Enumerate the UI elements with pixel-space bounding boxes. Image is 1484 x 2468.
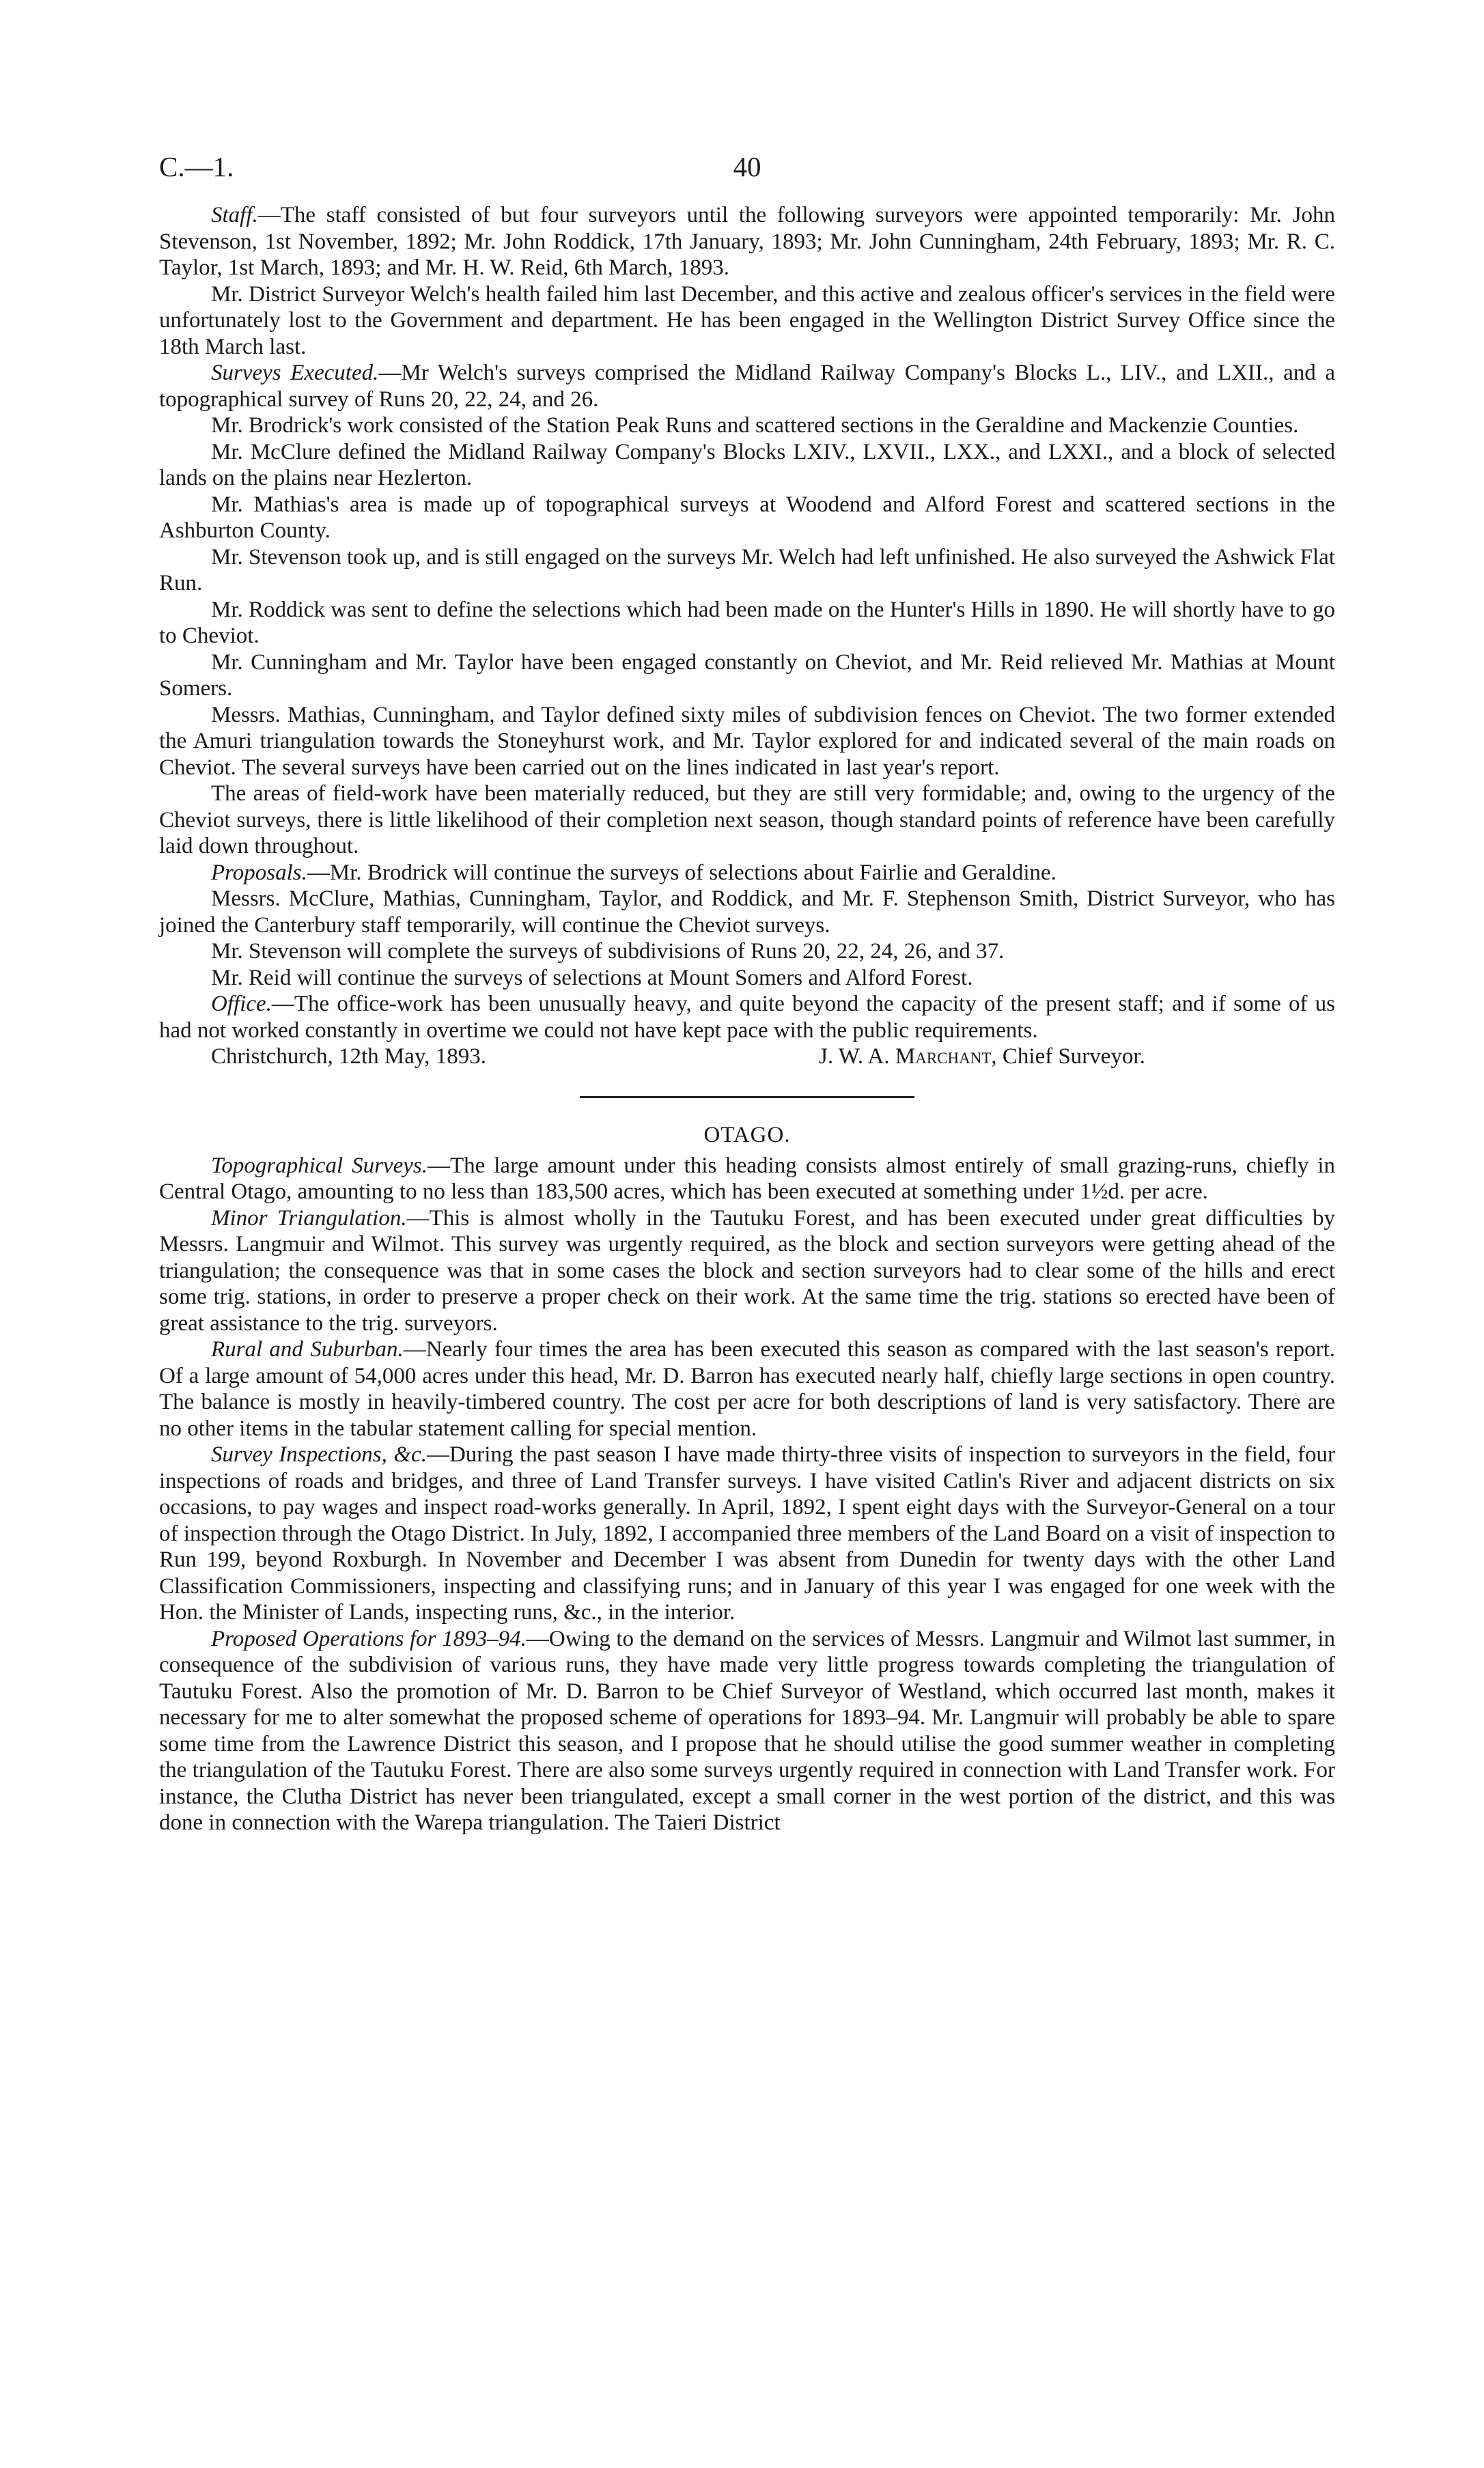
paragraph-lead: Office. — [211, 992, 272, 1016]
paragraph-text: —The large amount under this heading consists almost entirely of small grazing-runs, chiefly in Central Otago, amounting to no less than 183,500 acres, which has been executed at something under 1½d. per acre. — [159, 1153, 1336, 1204]
document-page — [159, 0, 1335, 2468]
paragraph — [159, 1626, 1335, 1836]
paragraph-lead: Rural and Suburban. — [211, 1337, 404, 1362]
page-number: 40 — [733, 151, 761, 182]
paragraph — [159, 649, 1335, 702]
place-date: Christchurch, 12th May, 1893. — [211, 1044, 486, 1069]
paragraph-lead: Staff. — [211, 203, 258, 227]
paragraph-text: Mr. District Surveyor Welch's health failed him last December, and this active and zealous officer's services in the field were unfortunately lost to the Government and department. He has been engaged in the Wellington District Survey Office since the 18th March last. — [159, 281, 1335, 359]
paragraph-text: —Mr. Brodrick will continue the surveys of selections about Fairlie and Geraldine. — [307, 860, 1056, 885]
paragraph — [159, 412, 1335, 439]
signature-initials: J. W. A. — [819, 1044, 890, 1069]
paragraph-text: Mr. McClure defined the Midland Railway Company's Blocks LXIV., LXVII., LXX., and LXXI., and a block of selected lands on the plains near Hezlerton. — [159, 439, 1335, 490]
paragraph — [159, 991, 1335, 1043]
paragraph-text: Mr. Cunningham and Mr. Taylor have been engaged constantly on Cheviot, and Mr. Reid relieved Mr. Mathias at Mount Somers. — [159, 649, 1335, 701]
paragraph-text: —The office-work has been unusually heavy, and quite beyond the capacity of the present staff; and if some of us had not worked constantly in overtime we could not have kept pace with the public requirements. — [159, 992, 1335, 1043]
paragraph — [159, 1442, 1335, 1626]
page-header — [159, 146, 1335, 187]
paragraph — [159, 938, 1335, 965]
paragraph — [159, 965, 1335, 992]
paragraph-text: Messrs. McClure, Mathias, Cunningham, Taylor, and Roddick, and Mr. F. Stephenson Smith, District Surveyor, who has joined the Canterbury staff temporarily, will continue the Cheviot surveys. — [159, 886, 1335, 938]
signature-surname: Marchant — [895, 1044, 992, 1069]
paragraph — [159, 597, 1335, 649]
paragraph-text: —Nearly four times the area has been executed this season as compared with the last season's report. Of a large amount of 54,000 acres under this head, Mr. D. Barron has executed nearly half, chiefly large sections in open country. The balance is mostly in heavily-timbered country. The cost per acre for both descriptions of land is very satisfactory. There are no other items in the tabular statement calling for special mention. — [159, 1337, 1335, 1441]
paragraph-lead: Proposals. — [211, 860, 307, 885]
signature-title: , Chief Surveyor. — [991, 1044, 1145, 1069]
paragraph-lead: Proposed Operations for 1893–94. — [211, 1626, 527, 1651]
document-reference: C.—1. — [159, 151, 234, 182]
paragraph-text: Messrs. Mathias, Cunningham, and Taylor defined sixty miles of subdivision fences on Cheviot. The two former extended the Amuri triangulation towards the Stoneyhurst work, and Mr. Taylor explored for and indicated several of the main roads on Cheviot. The several surveys have been carried out on the lines indicated in last year's report. — [159, 702, 1335, 780]
signature — [819, 1043, 1145, 1070]
paragraph — [159, 1205, 1335, 1337]
paragraph-text: Mr. Mathias's area is made up of topographical surveys at Woodend and Alford Forest and scattered sections in the Ashburton County. — [159, 492, 1335, 543]
paragraph-text: Mr. Roddick was sent to define the selections which had been made on the Hunter's Hills in 1890. He will shortly have to go to Cheviot. — [159, 597, 1335, 648]
section-divider — [580, 1096, 914, 1098]
paragraph-lead: Surveys Executed. — [211, 361, 379, 385]
paragraph — [159, 544, 1335, 597]
paragraph-lead: Topographical Surveys. — [211, 1153, 428, 1178]
paragraph-lead: Survey Inspections, &c. — [211, 1442, 427, 1467]
paragraph-text: —The staff consisted of but four surveyors until the following surveyors were appointed temporarily: Mr. John Stevenson, 1st November, 1892; Mr. John Roddick, 17th January, 1893; Mr. John Cunningham, 24th February, 1893; Mr. R. C. Taylor, 1st March, 1893; and Mr. H. W. Reid, 6th March, 1893. — [159, 203, 1335, 280]
paragraph — [159, 202, 1335, 281]
paragraph — [159, 1336, 1335, 1442]
paragraph-text: The areas of field-work have been materially reduced, but they are still very formidable; and, owing to the urgency of the Cheviot surveys, there is little likelihood of their completion next season, though standard points of reference have been carefully laid down throughout. — [159, 781, 1335, 858]
paragraph-text: Mr. Reid will continue the surveys of selections at Mount Somers and Alford Forest. — [211, 965, 973, 990]
paragraph-text: —Mr Welch's surveys comprised the Midland Railway Company's Blocks L., LIV., and LXII., and a topographical survey of Runs 20, 22, 24, and 26. — [159, 361, 1335, 412]
paragraph-text: —This is almost wholly in the Tautuku Forest, and has been executed under great difficulties by Messrs. Langmuir and Wilmot. This survey was urgently required, as the block and section surveyors were getting ahead of the triangulation; the consequence was that in some cases the block and section surveyors had to clear some of the hills and erect some trig. stations, in order to preserve a proper check on their work. At the same time the trig. stations so erected have been of great assistance to the trig. surveyors. — [159, 1205, 1335, 1336]
body-text — [159, 202, 1335, 1836]
paragraph — [159, 360, 1335, 412]
paragraph-text: Mr. Stevenson took up, and is still engaged on the surveys Mr. Welch had left unfinished. He also surveyed the Ashwick Flat Run. — [159, 544, 1335, 595]
paragraph-lead: Minor Triangulation. — [211, 1205, 407, 1231]
paragraph — [159, 492, 1335, 544]
paragraph — [159, 281, 1335, 361]
paragraph — [159, 886, 1335, 938]
paragraph-text: —Owing to the demand on the services of Messrs. Langmuir and Wilmot last summer, in consequence of the subdivision of various runs, they have made very little progress towards completing the triangulation of Tautuku Forest. Also the promotion of Mr. D. Barron to be Chief Surveyor of Westland, which occurred last month, makes it necessary for me to alter somewhat the proposed scheme of operations for 1893–94. Mr. Langmuir will probably be able to spare some time from the Lawrence District this season, and I propose that he should utilise the good summer weather in completing the triangulation of the Tautuku Forest. There are also some surveys urgently required in connection with Land Transfer work. For instance, the Clutha District has never been triangulated, except a small corner in the west portion of the district, and this was done in connection with the Warepa triangulation. The Taieri District — [159, 1626, 1335, 1835]
paragraph-text: —During the past season I have made thirty-three visits of inspection to surveyors in the field, four inspections of roads and bridges, and three of Land Transfer surveys. I have visited Catlin's River and adjacent districts on six occasions, to pay wages and inspect road-works generally. In April, 1892, I spent eight days with the Surveyor-General on a tour of inspection through the Otago District. In July, 1892, I accompanied three members of the Land Board on a visit of inspection to Run 199, beyond Roxburgh. In November and December I was absent from Dunedin for twenty days with the other Land Classification Commissioners, inspecting and classifying runs; and in January of this year I was engaged for one week with the Hon. the Minister of Lands, inspecting runs, &c., in the interior. — [159, 1442, 1336, 1625]
paragraph — [159, 1153, 1335, 1205]
paragraph — [159, 439, 1335, 492]
paragraph — [159, 702, 1335, 781]
signature-row — [159, 1043, 1335, 1070]
section-title: OTAGO. — [703, 1122, 791, 1147]
paragraph — [159, 781, 1335, 860]
paragraph-text: Mr. Brodrick's work consisted of the Station Peak Runs and scattered sections in the Geraldine and Mackenzie Counties. — [211, 413, 1299, 438]
paragraph-text: Mr. Stevenson will complete the surveys of subdivisions of Runs 20, 22, 24, 26, and 37. — [211, 939, 1005, 964]
paragraph — [159, 860, 1335, 886]
